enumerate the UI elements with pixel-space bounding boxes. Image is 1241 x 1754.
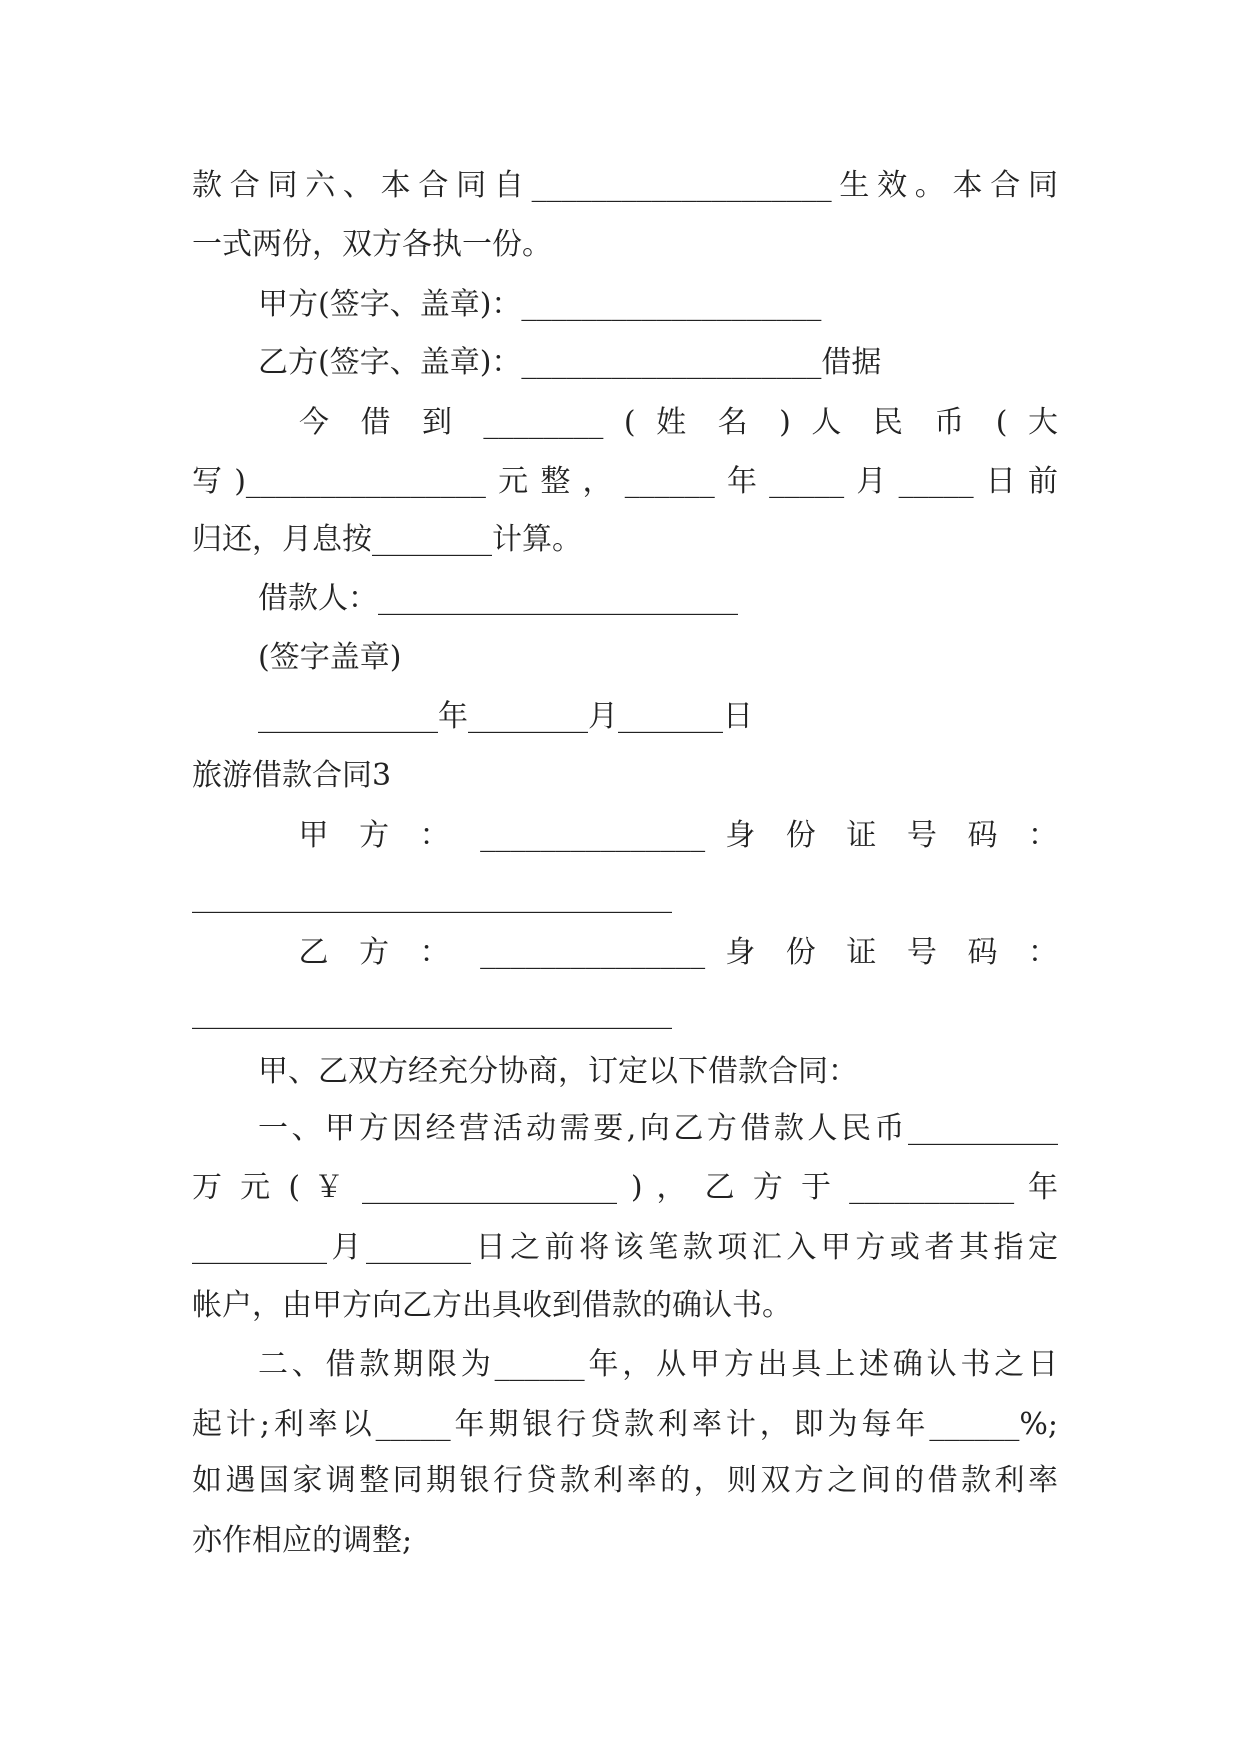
text-line: 起计;利率以_____年期银行贷款利率计，即为每年______%; xyxy=(192,1407,1058,1442)
text-line: 甲 方 ： _______________ 身 份 证 号 码 ： xyxy=(258,818,1058,853)
text-line: 乙 方 ： _______________ 身 份 证 号 码 ： xyxy=(258,935,1058,970)
text-line: 甲、乙双方经充分协商，订定以下借款合同： xyxy=(258,1054,858,1089)
text-line: (签字盖章) xyxy=(258,640,402,675)
text-line: 二、借款期限为______年，从甲方出具上述确认书之日 xyxy=(258,1347,1058,1382)
text-line: ________________________________ xyxy=(192,879,672,914)
text-line: 甲方(签字、盖章)：____________________ xyxy=(258,287,822,322)
text-line: 万 元 ( ￥ _________________ ) ， 乙 方 于 ___________ 年 xyxy=(192,1170,1058,1205)
text-line: 如遇国家调整同期银行贷款利率的，则双方之间的借款利率 xyxy=(192,1463,1058,1498)
text-line: 一、甲方因经营活动需要,向乙方借款人民币__________ xyxy=(258,1111,1058,1146)
text-line: 写)________________元整，______年_____月_____日前 xyxy=(192,464,1058,499)
text-line: _________月_______日之前将该笔款项汇入甲方或者其指定 xyxy=(192,1230,1058,1265)
text-line: 一式两份，双方各执一份。 xyxy=(192,227,552,262)
text-line: 旅游借款合同3 xyxy=(192,758,392,793)
text-line: 帐户，由甲方向乙方出具收到借款的确认书。 xyxy=(192,1288,792,1323)
text-line: 今 借 到 ________ ( 姓 名 ) 人 民 币 ( 大 xyxy=(258,405,1058,440)
text-line: ____________年________月_______日 xyxy=(258,699,753,734)
text-line: 借款人：________________________ xyxy=(258,581,738,616)
text-line: ________________________________ xyxy=(192,995,672,1030)
text-line: 乙方(签字、盖章)：____________________借据 xyxy=(258,345,882,380)
text-line: 归还，月息按________计算。 xyxy=(192,522,582,557)
text-line: 亦作相应的调整; xyxy=(192,1523,413,1558)
text-line: 款合同六、本合同自____________________生效。本合同 xyxy=(192,168,1058,203)
